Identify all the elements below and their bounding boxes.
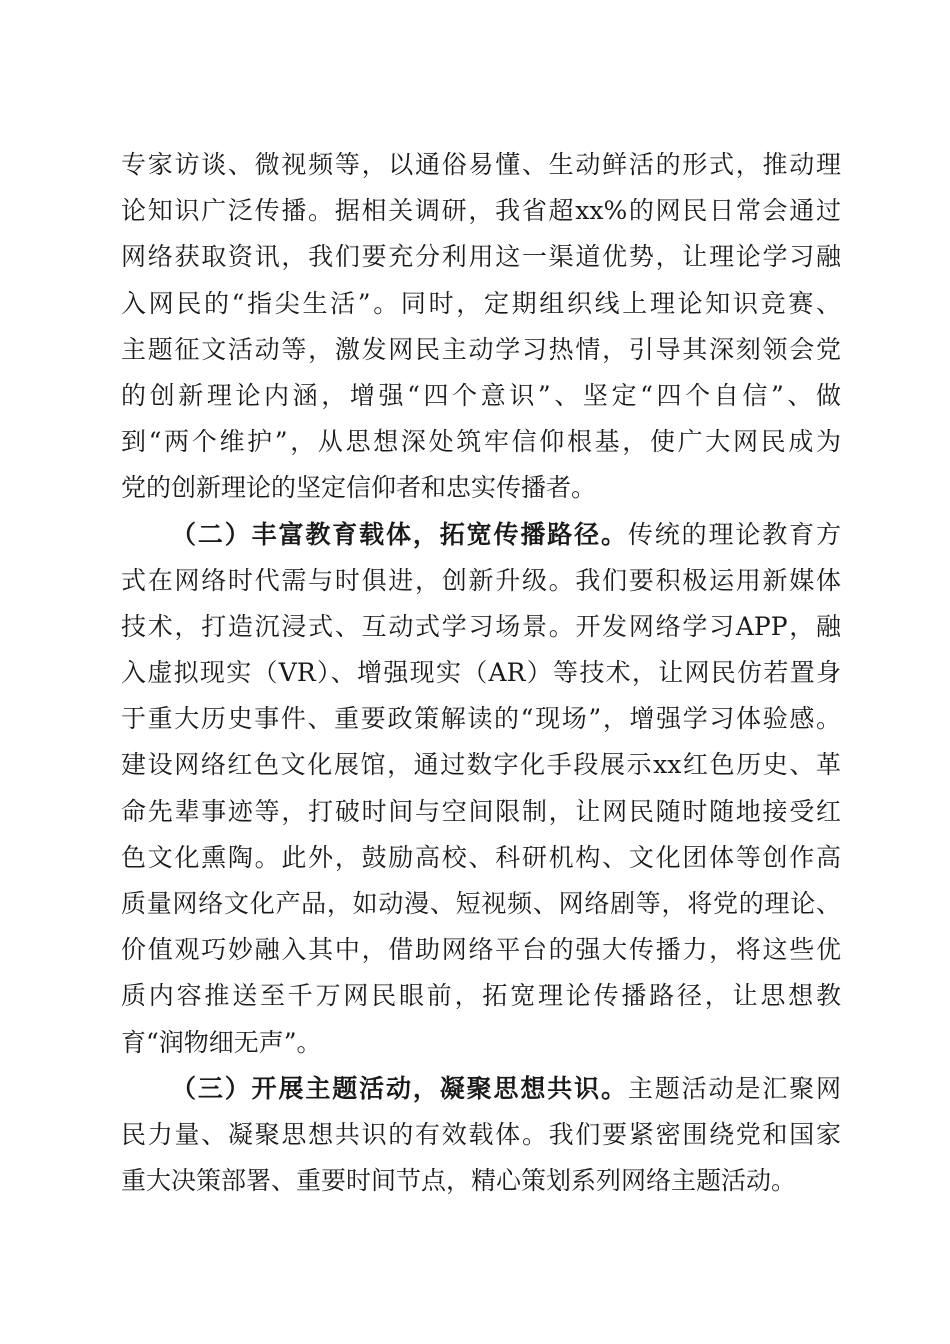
body-line: 主题征文活动等，激发网民主动学习热情，引导其深刻领会党 xyxy=(121,334,841,364)
section-heading-line xyxy=(121,512,841,558)
body-line: 入网民的“指尖生活”。同时，定期组织线上理论知识竞赛、 xyxy=(121,288,841,318)
body-line: 建设网络红色文化展馆，通过数字化手段展示xx红色历史、革 xyxy=(121,750,841,780)
body-line: 论知识广泛传播。据相关调研，我省超xx%的网民日常会通过 xyxy=(121,196,841,226)
section-heading: （三）开展主题活动，凝聚思想共识。 xyxy=(171,1073,628,1103)
body-line: 命先辈事迹等，打破时间与空间限制，让网民随时随地接受红 xyxy=(121,796,841,826)
body-line: 价值观巧妙融入其中，借助网络平台的强大传播力，将这些优 xyxy=(121,935,841,965)
body-line: 党的创新理论的坚定信仰者和忠实传播者。 xyxy=(121,473,597,503)
body-line: 式在网络时代需与时俱进，创新升级。我们要积极运用新媒体 xyxy=(121,565,841,595)
body-line: 技术，打造沉浸式、互动式学习场景。开发网络学习APP，融 xyxy=(121,611,841,641)
body-line: 质内容推送至千万网民眼前，拓宽理论传播路径，让思想教 xyxy=(121,981,841,1011)
body-line: 专家访谈、微视频等，以通俗易懂、生动鲜活的形式，推动理 xyxy=(121,150,841,179)
body-line: 育“润物细无声”。 xyxy=(121,1027,322,1057)
document-body xyxy=(121,142,841,1204)
body-line: 的创新理论内涵，增强“四个意识”、坚定“四个自信”、做 xyxy=(121,380,841,410)
body-line: 色文化熏陶。此外，鼓励高校、科研机构、文化团体等创作高 xyxy=(121,842,841,872)
body-line: 质量网络文化产品，如动漫、短视频、网络剧等，将党的理论、 xyxy=(121,889,841,918)
body-line: 到“两个维护”，从思想深处筑牢信仰根基，使广大网民成为 xyxy=(121,427,841,457)
body-line: 于重大历史事件、重要政策解读的“现场”，增强学习体验感。 xyxy=(121,704,841,734)
section-heading-line xyxy=(121,1066,841,1112)
body-line: 入虚拟现实（VR）、增强现实（AR）等技术，让网民仿若置身 xyxy=(121,658,841,688)
section-heading: （二）丰富教育载体，拓宽传播路径。 xyxy=(171,519,628,549)
body-line: 民力量、凝聚思想共识的有效载体。我们要紧密围绕党和国家 xyxy=(121,1119,841,1149)
body-text: 传统的理论教育方 xyxy=(627,519,841,549)
body-line: 网络获取资讯，我们要充分利用这一渠道优势，让理论学习融 xyxy=(121,242,841,272)
body-text: 主题活动是汇聚网 xyxy=(627,1073,841,1103)
body-line: 重大决策部署、重要时间节点，精心策划系列网络主题活动。 xyxy=(121,1166,797,1196)
